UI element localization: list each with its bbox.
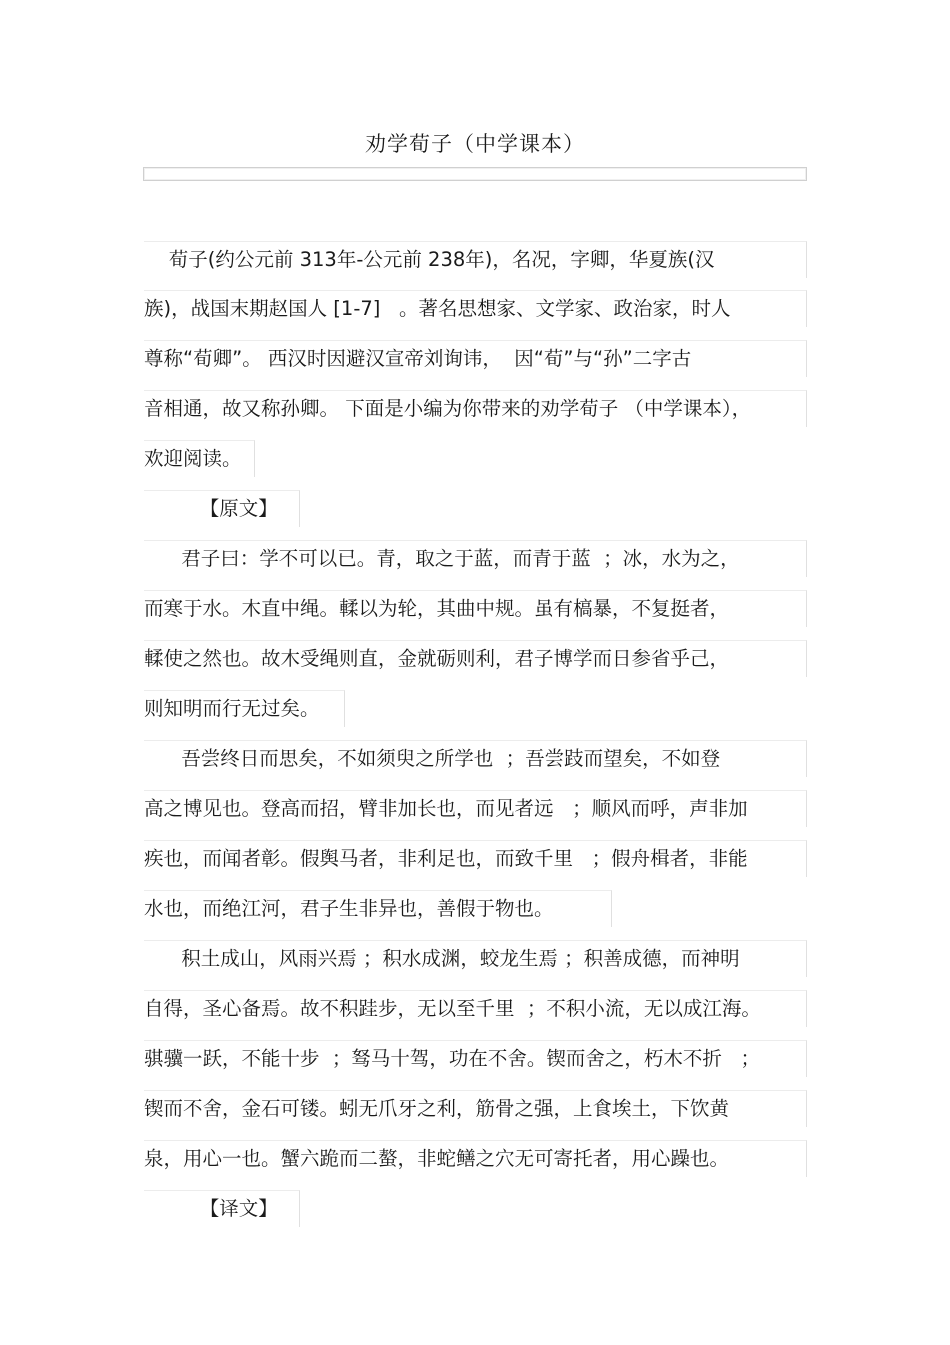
paragraph-line: 骐骥一跃，不能十步 ；驽马十驾，功在不舍。锲而舍之，朽木不折 ； [144,1040,807,1077]
paragraph-line: 音相通，故又称孙卿。 下面是小编为你带来的劝学荀子 （中学课本）， [144,390,807,427]
paragraph-line: 高之博见也。登高而招，臂非加长也，而见者远 ；顺风而呼，声非加 [144,790,807,827]
paragraph-line: 君子曰：学不可以已。青，取之于蓝，而青于蓝 ；冰，水为之， [144,540,807,577]
paragraph-line: 尊称“荀卿”。 西汉时因避汉宣帝刘询讳， 因“荀”与“孙”二字古 [144,340,807,377]
paragraph-line: 自得，圣心备焉。故不积跬步，无以至千里 ；不积小流，无以成江海。 [144,990,807,1027]
section-heading-translation: 【译文】 [144,1190,300,1227]
paragraph-line: 吾尝终日而思矣，不如须臾之所学也 ；吾尝跂而望矣，不如登 [144,740,807,777]
paragraph-line: 积土成山，风雨兴焉 ；积水成渊，蛟龙生焉 ；积善成德，而神明 [144,940,807,977]
paragraph-line: 锲而不舍，金石可镂。蚓无爪牙之利，筋骨之强，上食埃土，下饮黄 [144,1090,807,1127]
paragraph-line: 水也，而绝江河，君子生非异也，善假于物也。 [144,890,612,927]
title-divider [143,167,807,181]
paragraph-line: 輮使之然也。故木受绳则直，金就砺则利，君子博学而日参省乎己， [144,640,807,677]
paragraph-line: 则知明而行无过矣。 [144,690,345,727]
paragraph-line: 欢迎阅读。 [144,440,255,477]
document-title: 劝学荀子（中学课本） [365,132,585,156]
section-heading-original: 【原文】 [144,490,300,527]
paragraph-line: 疾也，而闻者彰。假舆马者，非利足也，而致千里 ；假舟楫者，非能 [144,840,807,877]
paragraph-line: 族)，战国末期赵国人 [1-7] 。著名思想家、文学家、政治家，时人 [144,290,807,327]
paragraph-line: 泉，用心一也。蟹六跪而二螯，非蛇鳝之穴无可寄托者，用心躁也。 [144,1140,807,1177]
paragraph-line: 荀子(约公元前 313年-公元前 238年)，名况，字卿，华夏族(汉 [144,241,807,278]
paragraph-line: 而寒于水。木直中绳。輮以为轮，其曲中规。虽有槁暴，不复挺者， [144,590,807,627]
